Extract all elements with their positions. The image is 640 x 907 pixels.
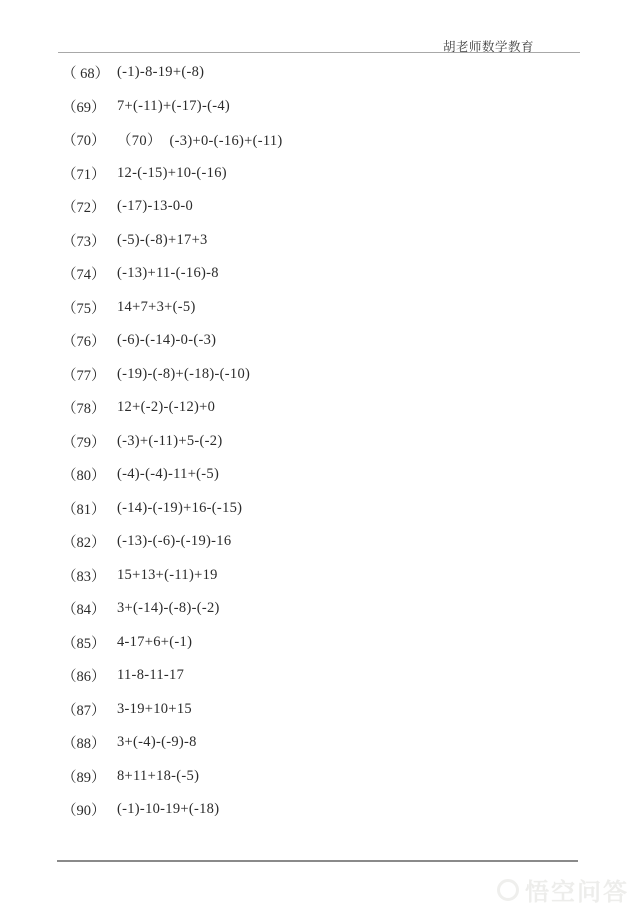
problem-expression: (-19)-(-8)+(-18)-(-10) xyxy=(117,365,251,382)
problem-number: （ 68） xyxy=(62,66,110,83)
watermark xyxy=(497,872,629,907)
problem-number: （84） xyxy=(62,602,106,619)
problem-number: （73） xyxy=(62,233,106,250)
problem-row xyxy=(0,56,640,90)
problem-row xyxy=(0,157,640,191)
problem-number: （79） xyxy=(62,434,106,451)
header-brand: 胡老师数学教育 xyxy=(443,40,535,54)
wukong-logo-icon xyxy=(497,879,519,901)
problem-expression: 11-8-11-17 xyxy=(117,667,185,684)
problem-row xyxy=(0,659,640,693)
problem-expression: (-3)+(-11)+5-(-2) xyxy=(117,432,223,449)
problem-expression: 3+(-14)-(-8)-(-2) xyxy=(117,600,220,617)
problem-expression: 14+7+3+(-5) xyxy=(117,298,196,315)
problem-expression: （70） (-3)+0-(-16)+(-11) xyxy=(117,133,283,150)
problem-number: （87） xyxy=(62,702,106,719)
problem-number: （69） xyxy=(62,99,106,116)
problem-expression: (-1)-10-19+(-18) xyxy=(117,801,220,818)
problem-number: （72） xyxy=(62,200,106,217)
problem-row xyxy=(0,391,640,425)
watermark-text: 悟空问答 xyxy=(525,879,629,906)
problem-row xyxy=(0,425,640,459)
problem-expression: 8+11+18-(-5) xyxy=(117,767,200,784)
problem-expression: (-6)-(-14)-0-(-3) xyxy=(117,332,217,349)
problem-number: （70） xyxy=(62,133,106,150)
problem-row xyxy=(0,291,640,325)
problem-number: （82） xyxy=(62,535,106,552)
problem-expression: (-5)-(-8)+17+3 xyxy=(117,231,208,248)
problem-number: （78） xyxy=(62,401,106,418)
problem-number: （86） xyxy=(62,669,106,686)
problem-number: （90） xyxy=(62,803,106,820)
problem-row xyxy=(0,90,640,124)
problem-number: （74） xyxy=(62,267,106,284)
problem-expression: (-14)-(-19)+16-(-15) xyxy=(117,499,243,516)
problem-expression: 15+13+(-11)+19 xyxy=(117,566,218,583)
problem-row xyxy=(0,492,640,526)
problem-expression: (-17)-13-0-0 xyxy=(117,198,194,215)
problem-expression: 12+(-2)-(-12)+0 xyxy=(117,399,216,416)
problem-number: （75） xyxy=(62,300,106,317)
problem-row xyxy=(0,726,640,760)
problem-row xyxy=(0,190,640,224)
problem-expression: (-4)-(-4)-11+(-5) xyxy=(117,466,220,483)
problem-number: （81） xyxy=(62,501,106,518)
problem-list xyxy=(0,56,640,827)
problem-row xyxy=(0,324,640,358)
problem-expression: 12-(-15)+10-(-16) xyxy=(117,164,227,181)
problem-row xyxy=(0,525,640,559)
problem-number: （83） xyxy=(62,568,106,585)
problem-number: （85） xyxy=(62,635,106,652)
problem-number: （88） xyxy=(62,736,106,753)
problem-number: （89） xyxy=(62,769,106,786)
problem-row xyxy=(0,559,640,593)
problem-row xyxy=(0,123,640,157)
problem-row xyxy=(0,626,640,660)
problem-row xyxy=(0,760,640,794)
footer-divider xyxy=(57,860,578,862)
problem-number: （77） xyxy=(62,367,106,384)
problem-expression: 3+(-4)-(-9)-8 xyxy=(117,734,197,751)
problem-number: （71） xyxy=(62,166,106,183)
header-divider xyxy=(58,52,580,53)
problem-expression: (-1)-8-19+(-8) xyxy=(117,64,205,81)
problem-row xyxy=(0,257,640,291)
problem-number: （80） xyxy=(62,468,106,485)
problem-number: （76） xyxy=(62,334,106,351)
problem-row xyxy=(0,693,640,727)
problem-expression: 7+(-11)+(-17)-(-4) xyxy=(117,97,231,114)
problem-expression: (-13)-(-6)-(-19)-16 xyxy=(117,533,232,550)
problem-expression: (-13)+11-(-16)-8 xyxy=(117,265,219,282)
problem-row xyxy=(0,592,640,626)
problem-expression: 3-19+10+15 xyxy=(117,700,192,717)
problem-row xyxy=(0,458,640,492)
problem-row xyxy=(0,793,640,827)
problem-expression: 4-17+6+(-1) xyxy=(117,633,193,650)
problem-row xyxy=(0,224,640,258)
problem-row xyxy=(0,358,640,392)
